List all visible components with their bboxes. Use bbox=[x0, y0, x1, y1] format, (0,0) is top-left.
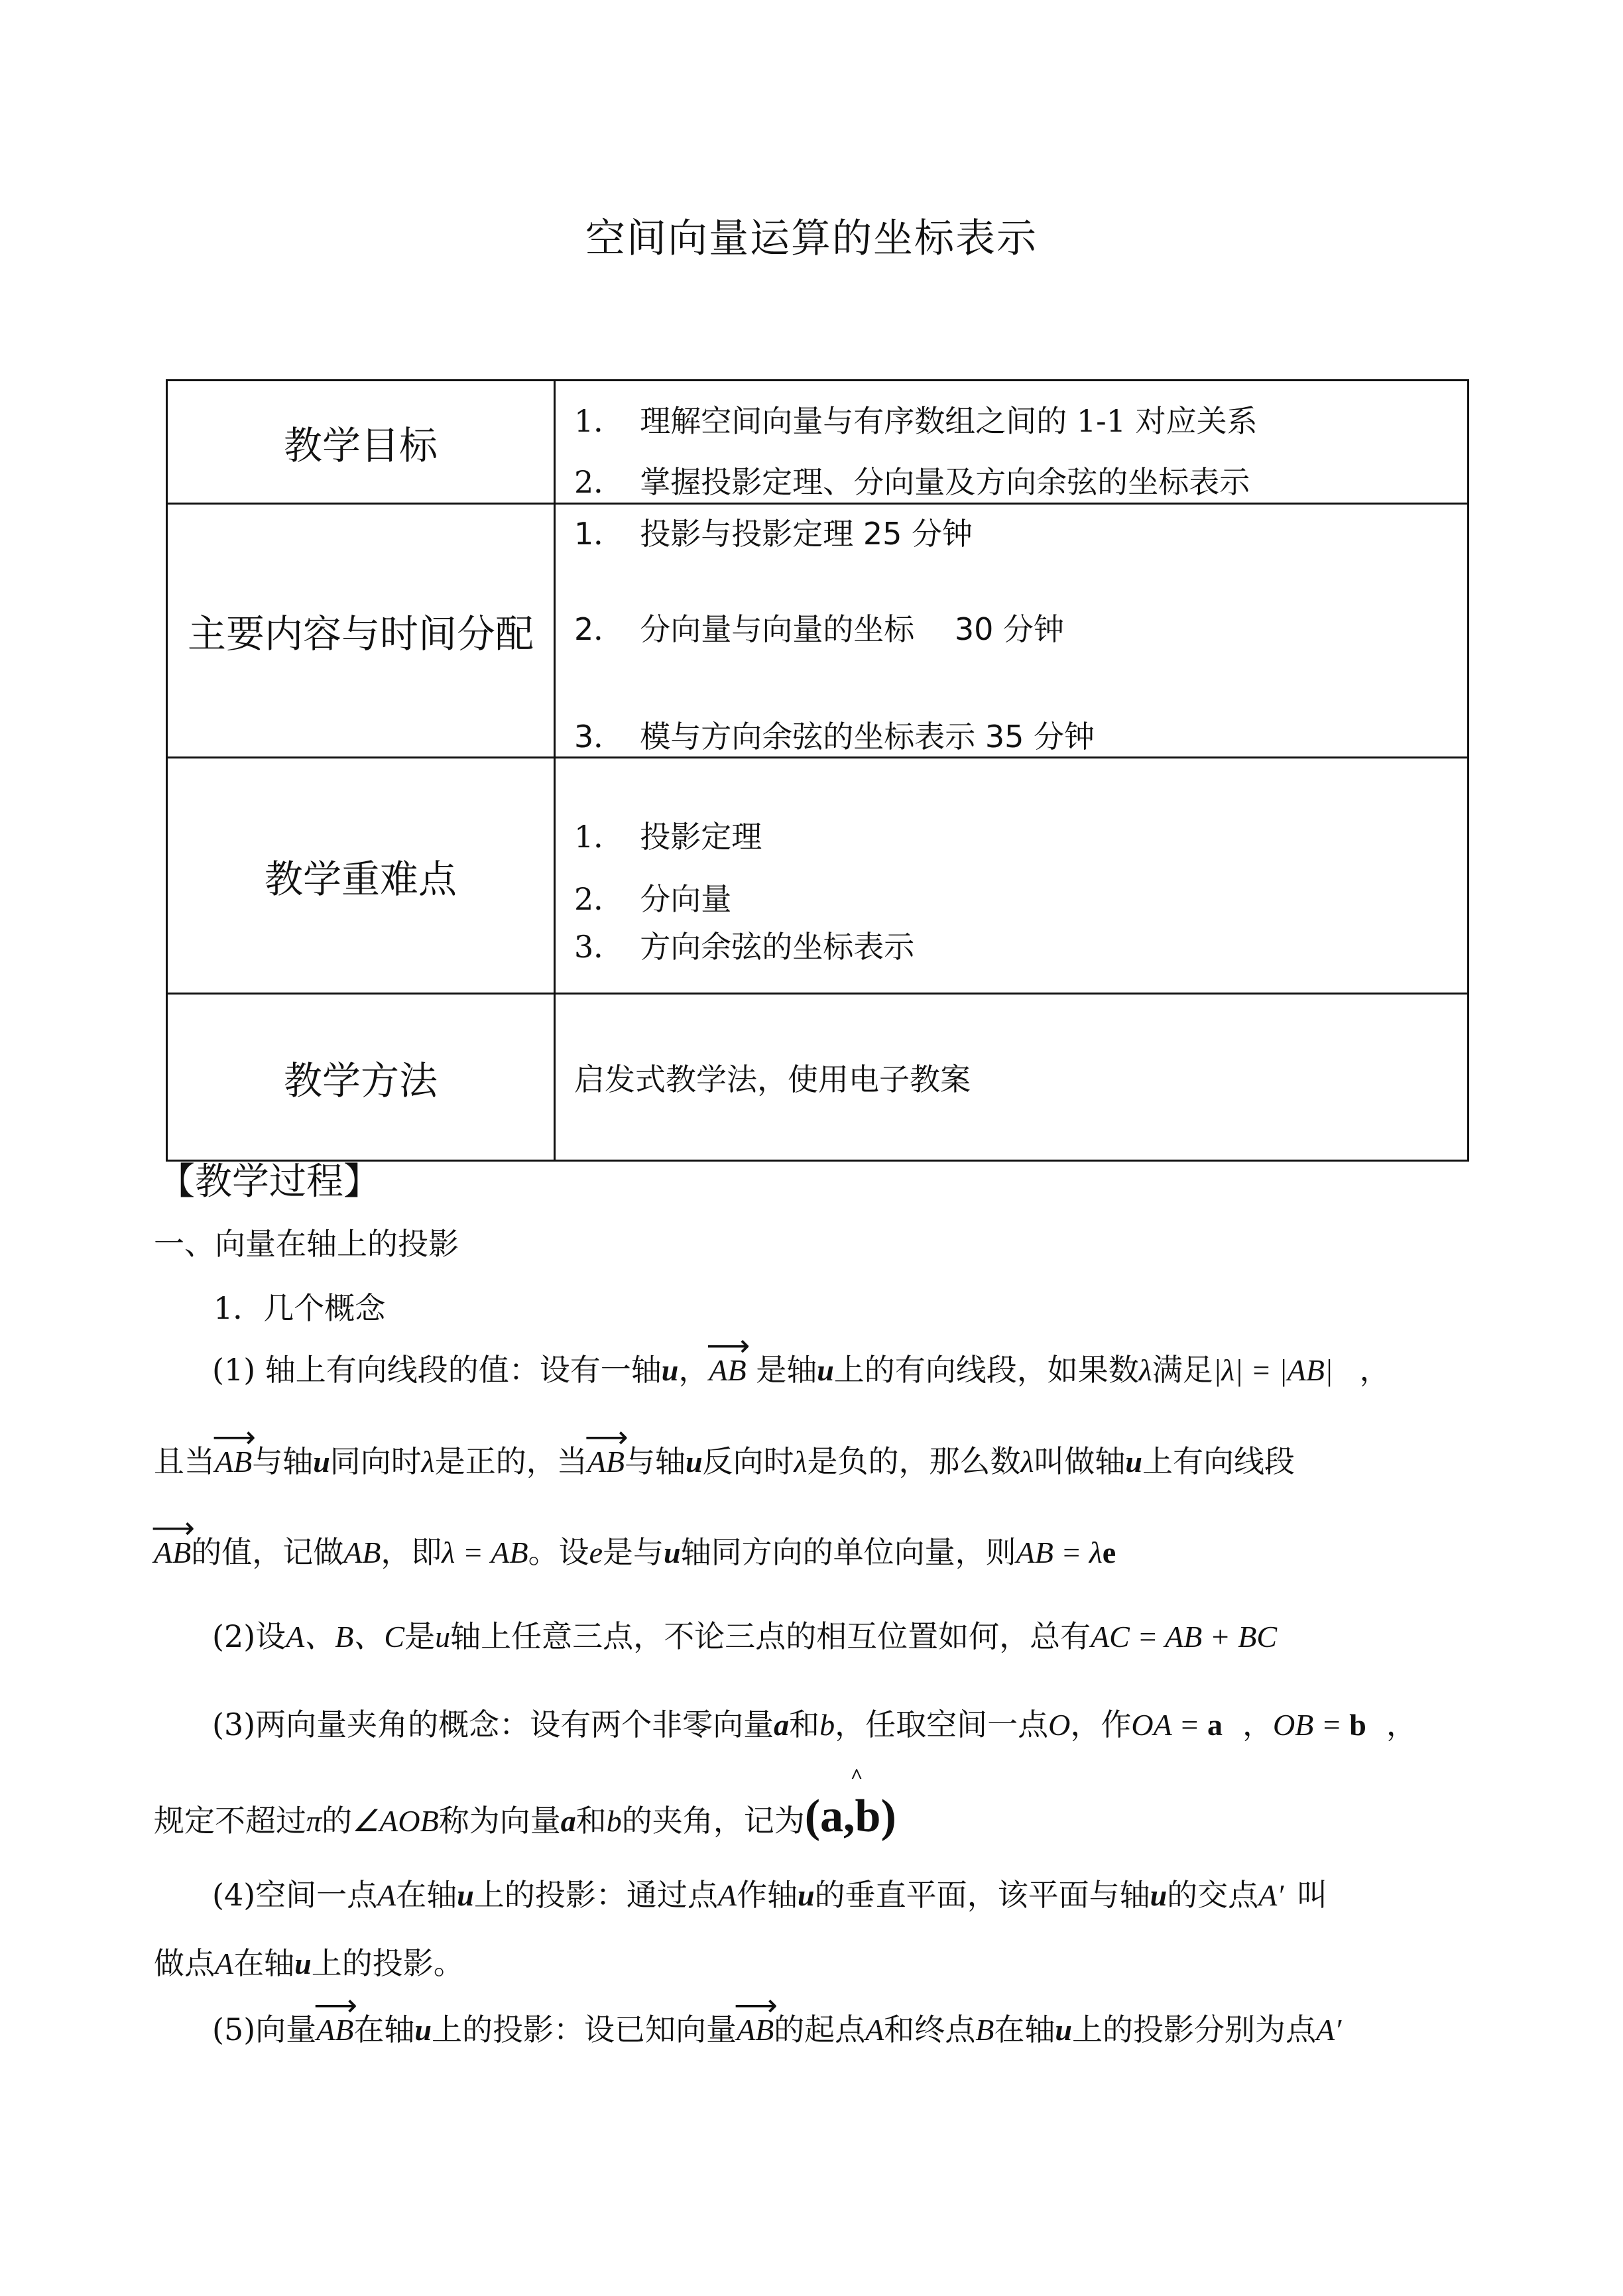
row-content: 1． 投影定理 2． 分向量 3． 方向余弦的坐标表示 bbox=[555, 758, 1469, 994]
heading-2: 1．几个概念 bbox=[213, 1290, 386, 1326]
table-row bbox=[167, 758, 1469, 994]
goal-2: 掌握投影定理、分向量及方向余弦的坐标表示 bbox=[640, 464, 1250, 500]
content-2: 分向量与向量的坐标 30 分钟 bbox=[640, 611, 1065, 647]
row-label: 教学重难点 bbox=[167, 758, 555, 994]
goal-1: 理解空间向量与有序数组之间的 1-1 对应关系 bbox=[640, 403, 1258, 439]
section-title: 【教学过程】 bbox=[158, 1160, 381, 1203]
lesson-info-table bbox=[166, 379, 1469, 1162]
paragraph-4-line-1: (4)空间一点A在轴u上的投影：通过点A作轴u的垂直平面，该平面与轴u的交点A′ 叫 bbox=[212, 1877, 1328, 1913]
content-1: 投影与投影定理 25 分钟 bbox=[640, 516, 973, 552]
row-label: 主要内容与时间分配 bbox=[167, 504, 555, 758]
paragraph-1-line-3: ⟶ AB的值，记做AB，即λ = AB。设e是与u轴同方向的单位向量，则AB = λe bbox=[154, 1528, 1116, 1572]
paragraph-2: (2)设A、B、C是u轴上任意三点，不论三点的相互位置如何，总有AC = AB + BC bbox=[212, 1618, 1278, 1654]
row-content bbox=[555, 994, 1469, 1161]
paragraph-1-line-1: (1) 轴上有向线段的值：设有一轴u，⟶ AB 是轴u上的有向线段，如果数λ满足|λ| = |AB| ， bbox=[212, 1346, 1390, 1390]
paragraph-4-line-2: 做点A在轴u上的投影。 bbox=[154, 1945, 464, 1981]
page-title: 空间向量运算的坐标表示 bbox=[585, 215, 1038, 262]
paragraph-5: (5)向量⟶ AB在轴u上的投影：设已知向量⟶ AB的起点A和终点B在轴u上的投影分别为点A′ bbox=[212, 2006, 1341, 2049]
table-row bbox=[167, 504, 1469, 758]
paragraph-3-line-2: 规定不超过π的∠AOB称为向量a和b的夹角，记为^ (a,b) bbox=[154, 1790, 896, 1843]
row-label: 教学方法 bbox=[167, 994, 555, 1161]
table-row bbox=[167, 994, 1469, 1161]
difficulty-3: 方向余弦的坐标表示 bbox=[640, 929, 915, 965]
angle-notation: ^ (a,b) bbox=[805, 1790, 896, 1843]
row-content: 1． 理解空间向量与有序数组之间的 1-1 对应关系 2． 掌握投影定理、分向量及方向余弦的坐标表示 bbox=[555, 381, 1469, 504]
content-3: 模与方向余弦的坐标表示 35 分钟 bbox=[640, 719, 1095, 755]
row-label: 教学目标 bbox=[167, 381, 555, 504]
heading-1: 一、向量在轴上的投影 bbox=[154, 1226, 459, 1262]
table-row bbox=[167, 381, 1469, 504]
paragraph-3-line-1: (3)两向量夹角的概念：设有两个非零向量a和b，任取空间一点O，作OA = a ，OB = b ， bbox=[212, 1707, 1417, 1742]
difficulty-1: 投影定理 bbox=[640, 819, 762, 855]
method: 启发式教学法，使用电子教案 bbox=[574, 1061, 971, 1097]
row-content: 1． 投影与投影定理 25 分钟 2． 分向量与向量的坐标 30 分钟 3． 模与方向余弦的坐标表示 35 分钟 bbox=[555, 504, 1469, 758]
paragraph-1-line-2: 且当⟶ AB与轴u同向时λ是正的，当⟶ AB与轴u反向时λ是负的，那么数λ叫做轴u上有向线段 bbox=[154, 1437, 1295, 1481]
difficulty-2: 分向量 bbox=[640, 881, 732, 917]
